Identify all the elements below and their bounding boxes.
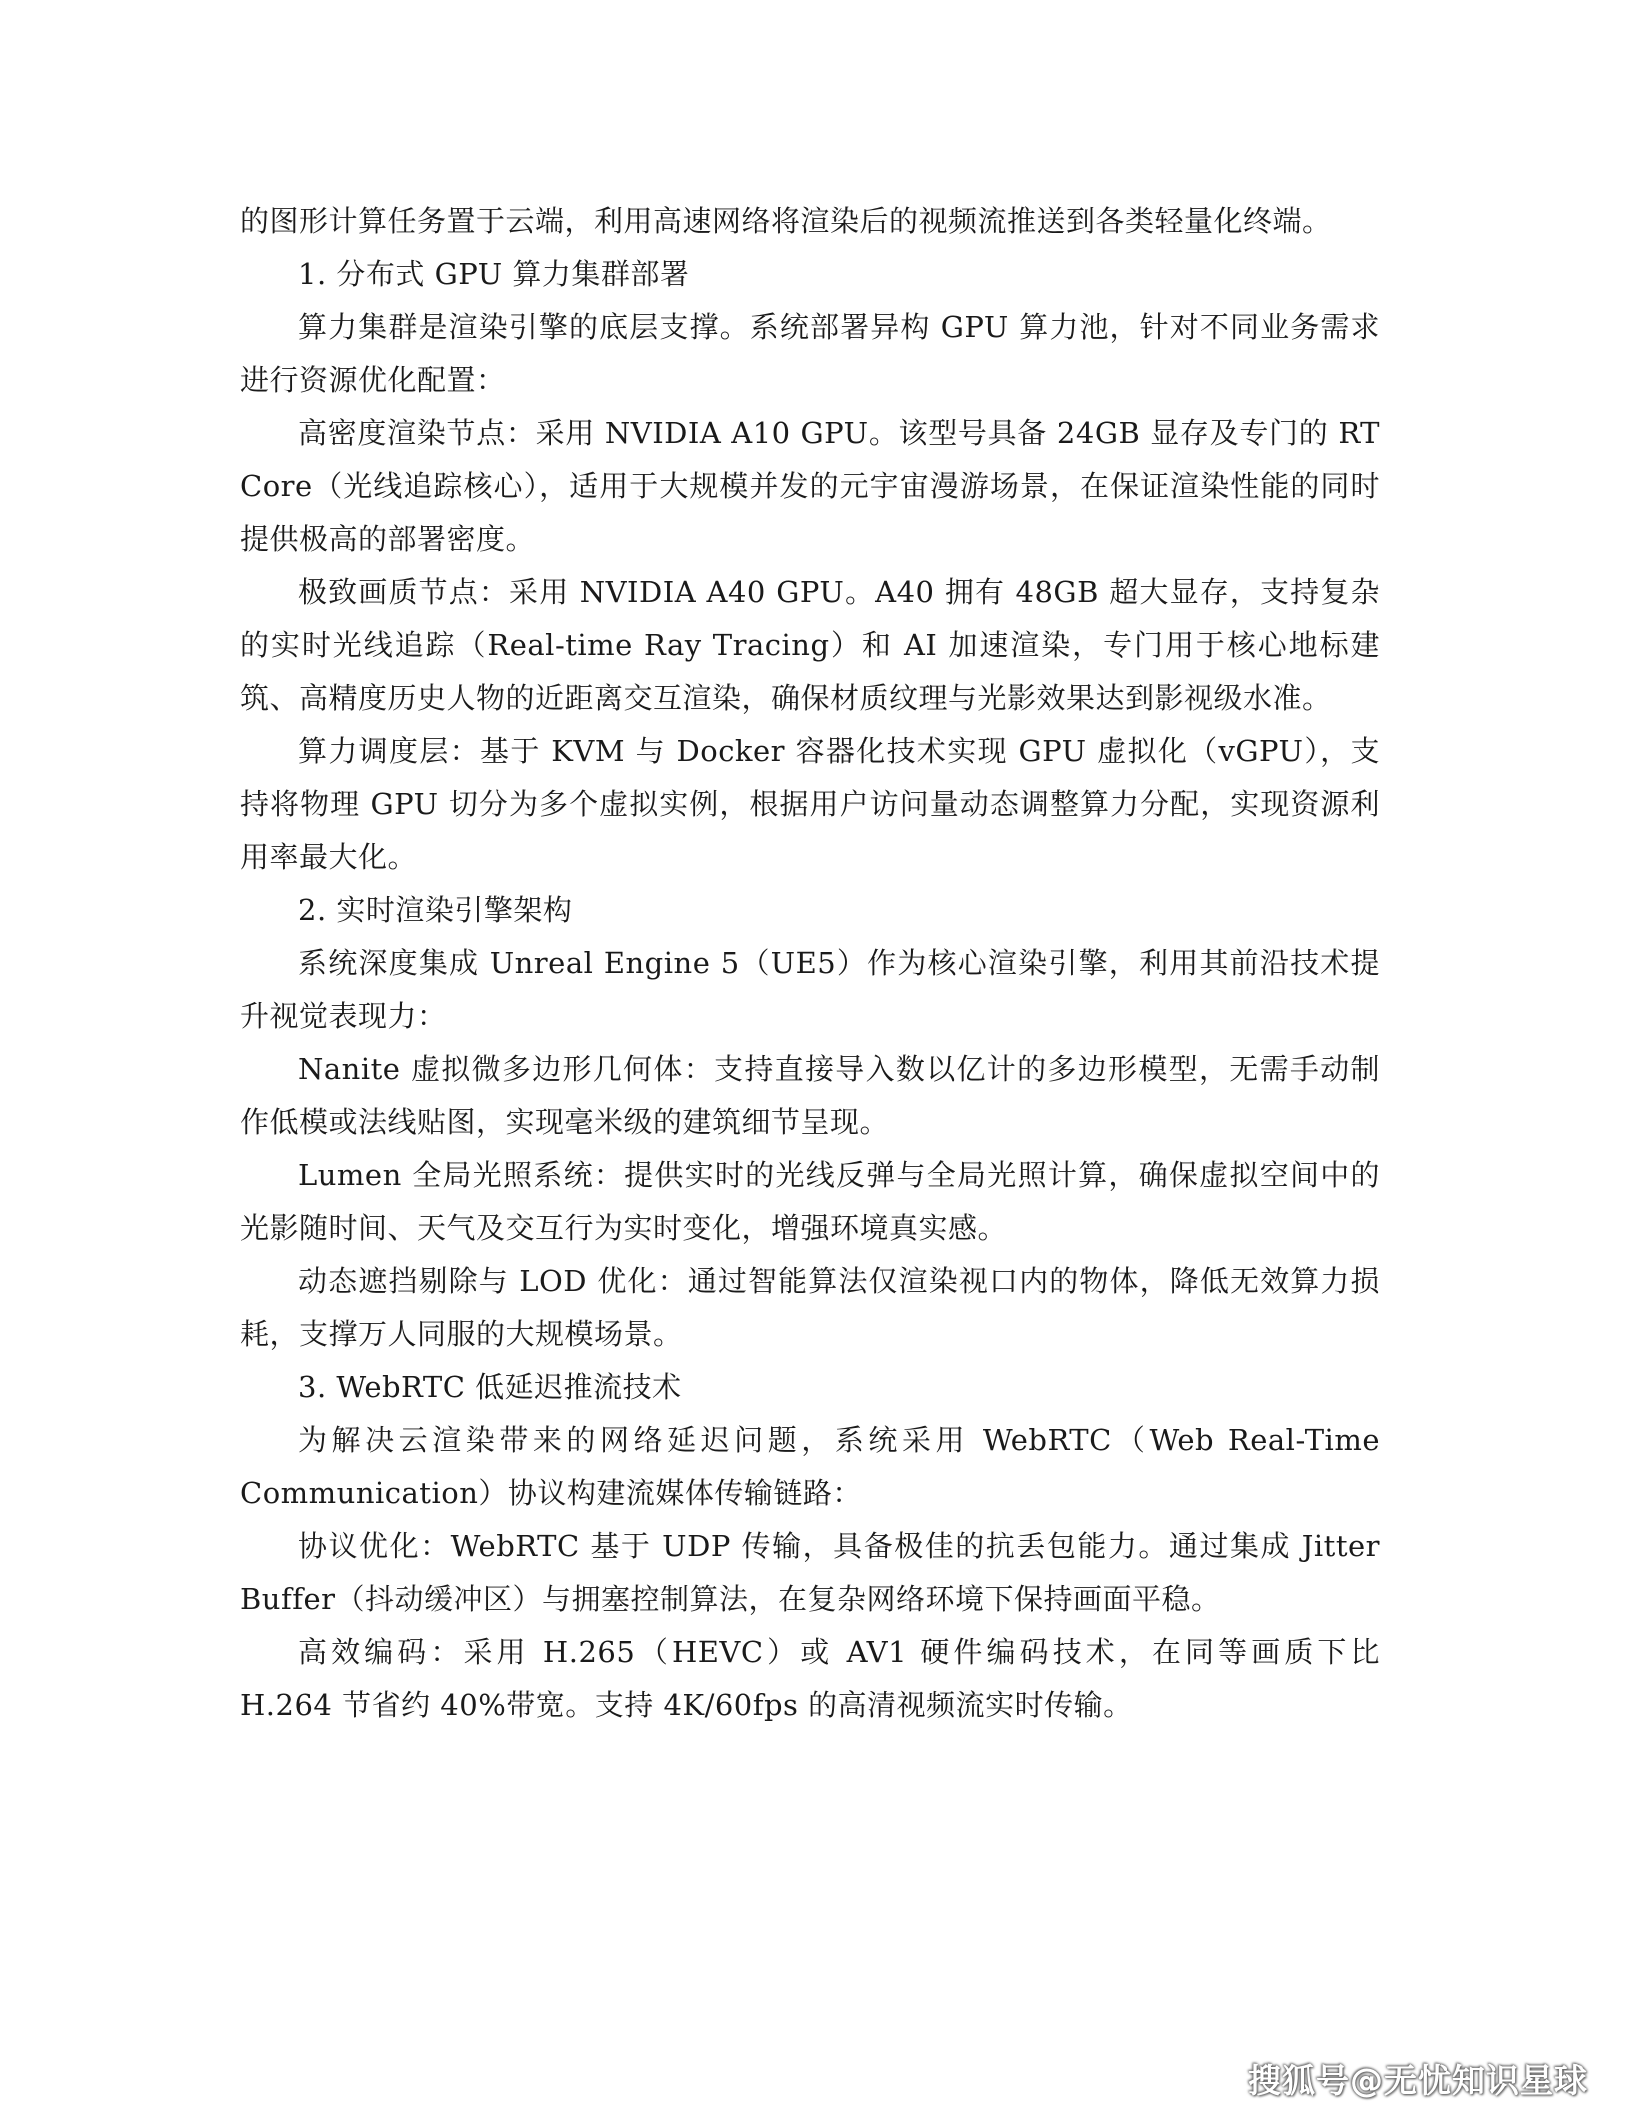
paragraph: 协议优化：WebRTC 基于 UDP 传输，具备极佳的抗丢包能力。通过集成 Jitter Buffer（抖动缓冲区）与拥塞控制算法，在复杂网络环境下保持画面平稳。 — [240, 1529, 1380, 1616]
section-heading: 1. 分布式 GPU 算力集群部署 — [298, 257, 690, 291]
document-body — [240, 195, 1380, 1732]
paragraph: 动态遮挡剔除与 LOD 优化：通过智能算法仅渲染视口内的物体，降低无效算力损耗，支撑万人同服的大规模场景。 — [240, 1264, 1380, 1351]
paragraph: 算力集群是渲染引擎的底层支撑。系统部署异构 GPU 算力池，针对不同业务需求进行资源优化配置： — [240, 310, 1380, 397]
section-heading: 2. 实时渲染引擎架构 — [298, 893, 573, 927]
paragraph: 系统深度集成 Unreal Engine 5（UE5）作为核心渲染引擎，利用其前沿技术提升视觉表现力： — [240, 946, 1380, 1033]
paragraph: 极致画质节点：采用 NVIDIA A40 GPU。A40 拥有 48GB 超大显存，支持复杂的实时光线追踪（Real-time Ray Tracing）和 AI 加速渲染，专门用于核心地标建筑、高精度历史人物的近距离交互渲染，确保材质纹理与光影效果达到影视级水准。 — [240, 575, 1380, 715]
paragraph: Lumen 全局光照系统：提供实时的光线反弹与全局光照计算，确保虚拟空间中的光影随时间、天气及交互行为实时变化，增强环境真实感。 — [240, 1158, 1380, 1245]
paragraph: 为解决云渲染带来的网络延迟问题，系统采用 WebRTC（Web Real-Time Communication）协议构建流媒体传输链路： — [240, 1423, 1380, 1510]
watermark: 搜狐号@无忧知识星球 — [1248, 2061, 1588, 2100]
section-heading: 3. WebRTC 低延迟推流技术 — [298, 1370, 682, 1404]
paragraph: Nanite 虚拟微多边形几何体：支持直接导入数以亿计的多边形模型，无需手动制作低模或法线贴图，实现毫米级的建筑细节呈现。 — [240, 1052, 1380, 1139]
paragraph: 的图形计算任务置于云端，利用高速网络将渲染后的视频流推送到各类轻量化终端。 — [240, 204, 1332, 238]
paragraph: 高效编码：采用 H.265（HEVC）或 AV1 硬件编码技术，在同等画质下比 H.264 节省约 40%带宽。支持 4K/60fps 的高清视频流实时传输。 — [240, 1635, 1380, 1722]
paragraph: 高密度渲染节点：采用 NVIDIA A10 GPU。该型号具备 24GB 显存及专门的 RT Core（光线追踪核心），适用于大规模并发的元宇宙漫游场景，在保证渲染性能的同时提供极高的部署密度。 — [240, 416, 1380, 556]
paragraph: 算力调度层：基于 KVM 与 Docker 容器化技术实现 GPU 虚拟化（vGPU），支持将物理 GPU 切分为多个虚拟实例，根据用户访问量动态调整算力分配，实现资源利用率最大化。 — [240, 734, 1380, 874]
